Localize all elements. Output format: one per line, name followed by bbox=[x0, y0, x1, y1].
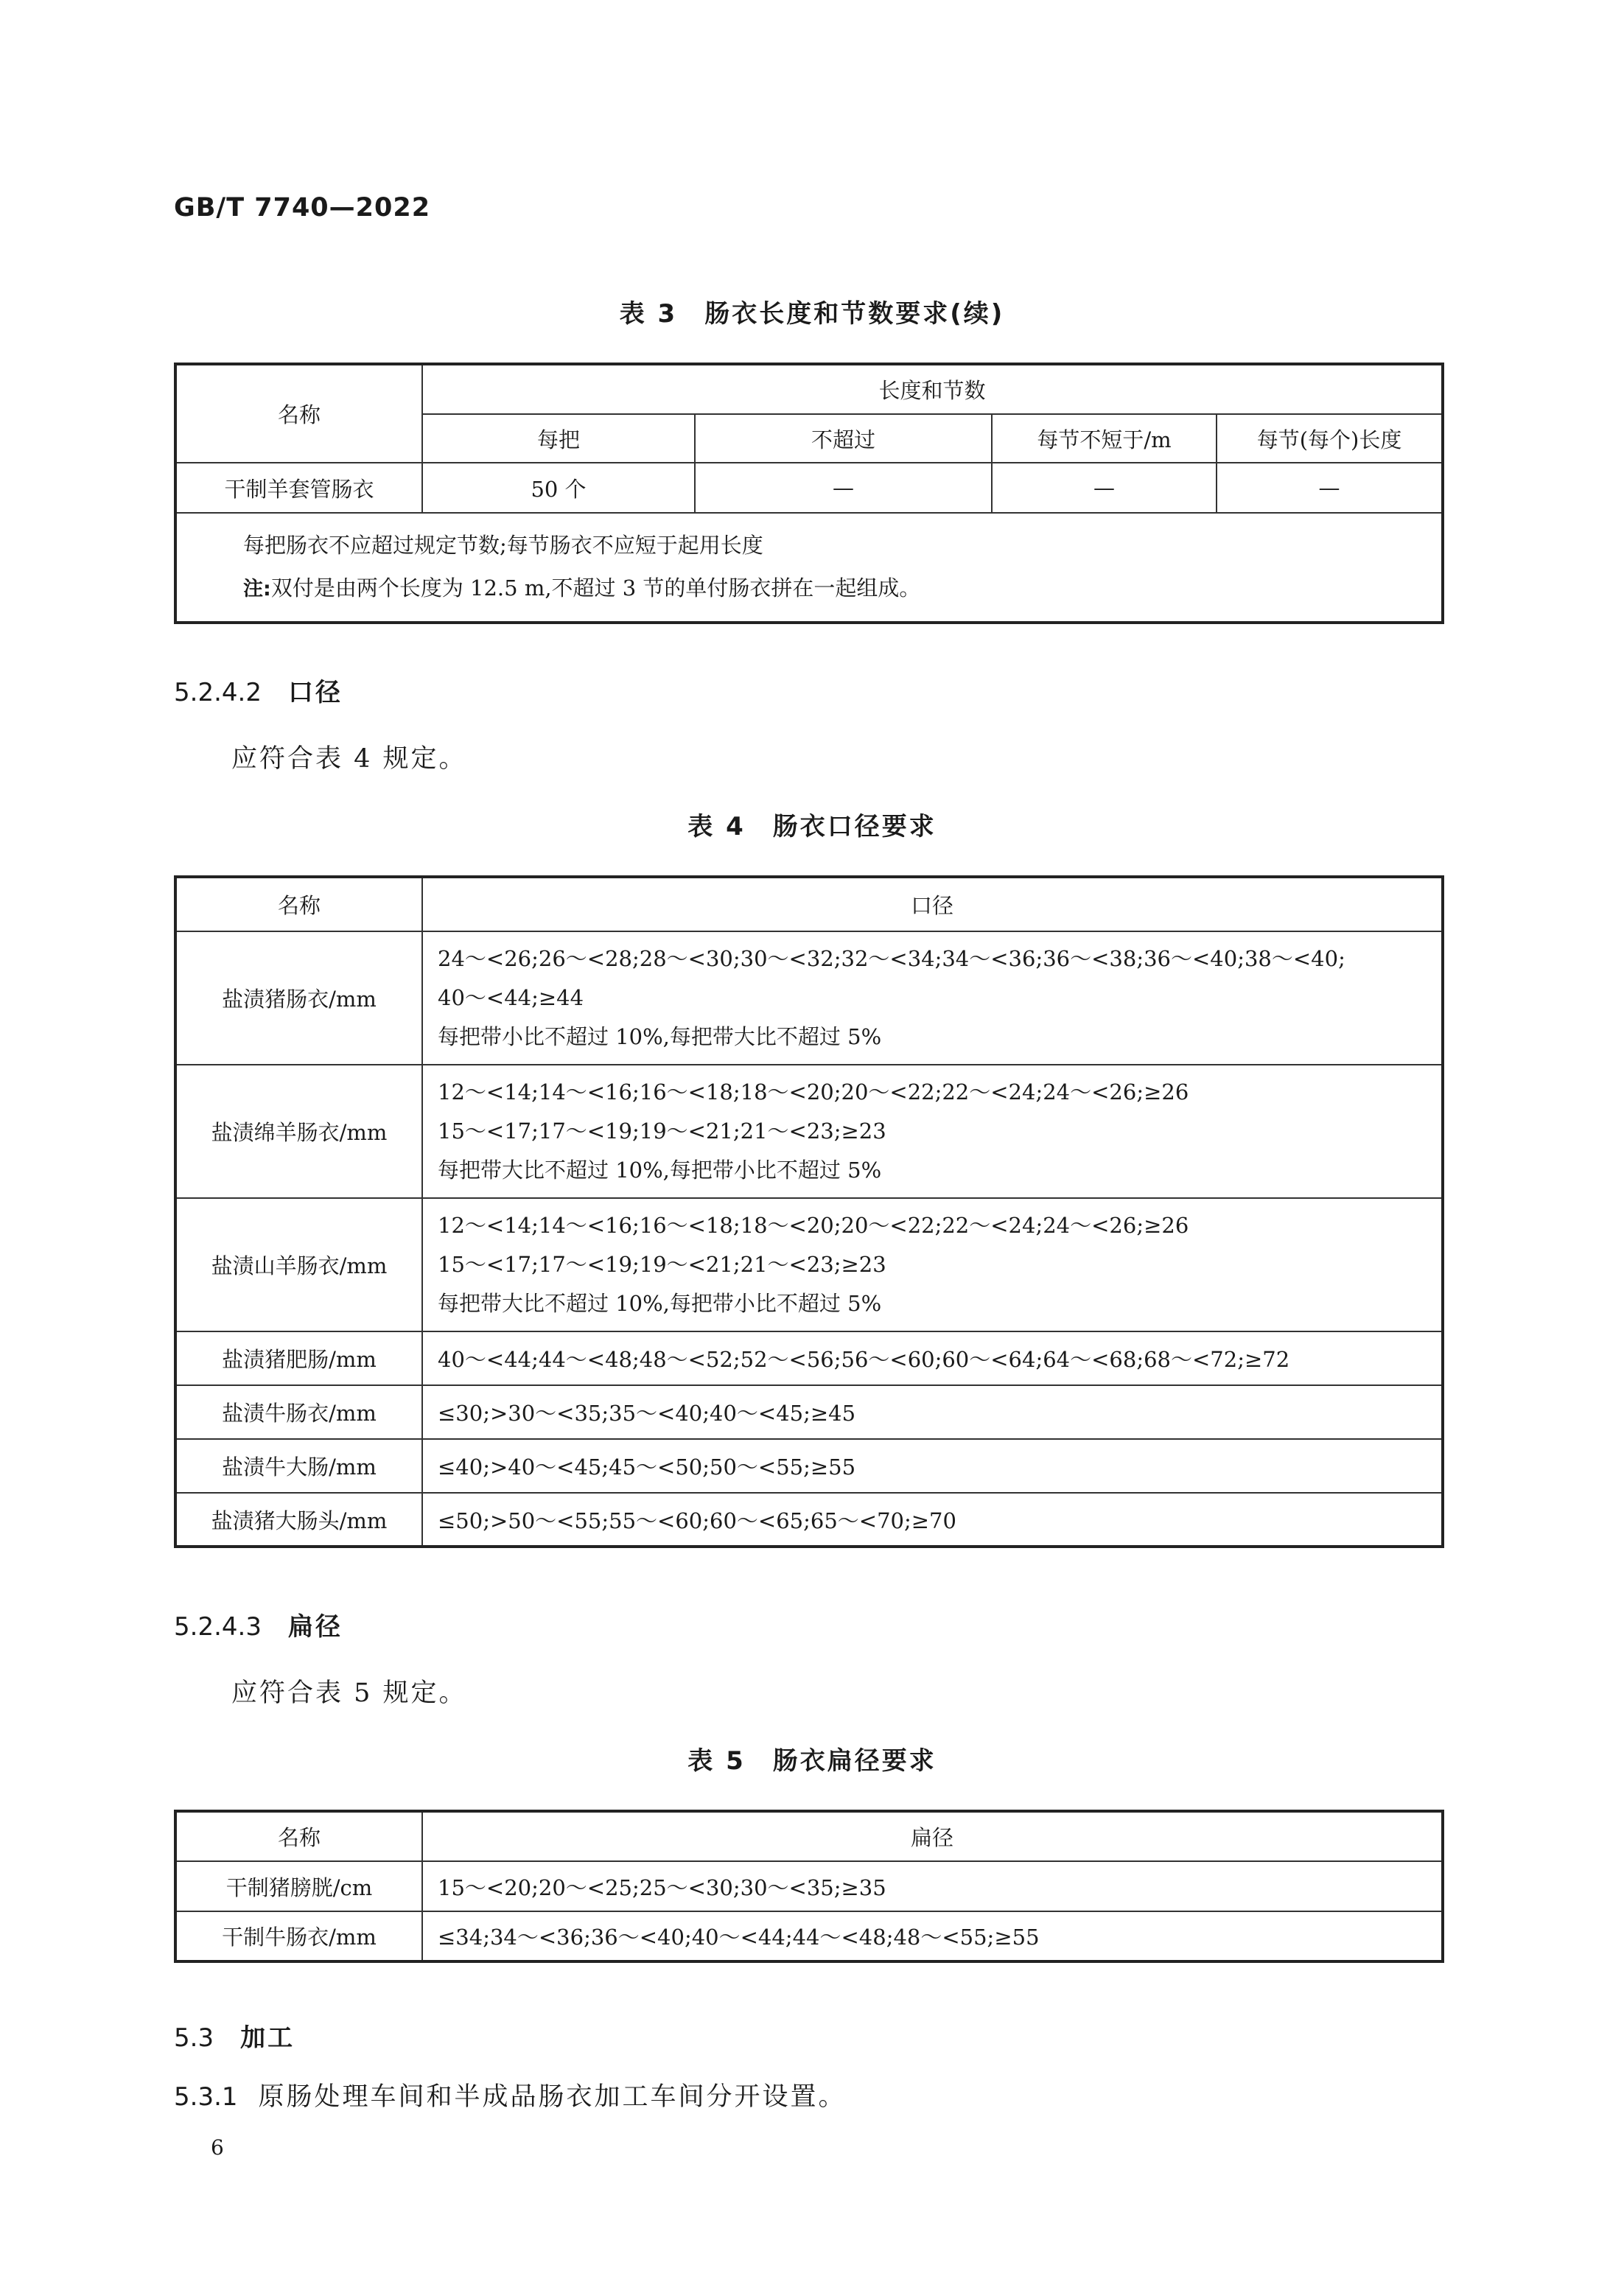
table-cell-name: 盐渍绵羊肠衣/mm bbox=[175, 1065, 422, 1198]
table-3-note-text: 每把肠衣不应超过规定节数;每节肠衣不应短于起用长度 bbox=[243, 533, 763, 558]
section-text: 原肠处理车间和半成品肠衣加工车间分开设置。 bbox=[258, 2082, 847, 2112]
table-cell-value: ≤34;34～<36;36～<40;40～<44;44～<48;48～<55;≥55 bbox=[422, 1911, 1443, 1961]
table-cell-name: 盐渍牛肠衣/mm bbox=[175, 1385, 422, 1439]
table-row bbox=[175, 463, 1443, 513]
section-text: 应符合表 4 规定。 bbox=[231, 744, 467, 774]
table-3-header-name: 名称 bbox=[175, 364, 422, 463]
value-line: 每把带大比不超过 10%,每把带小比不超过 5% bbox=[438, 1291, 882, 1316]
table-3-subheader: 不超过 bbox=[695, 414, 992, 463]
table-3 bbox=[174, 363, 1444, 624]
table-5-header-value: 扁径 bbox=[422, 1811, 1443, 1861]
table-row bbox=[175, 1439, 1443, 1493]
table-row bbox=[175, 1385, 1443, 1439]
table-cell-name: 盐渍猪大肠头/mm bbox=[175, 1493, 422, 1547]
table-cell-name: 干制牛肠衣/mm bbox=[175, 1911, 422, 1961]
table-3-header-group: 长度和节数 bbox=[422, 364, 1443, 414]
table-cell: — bbox=[695, 463, 992, 513]
table-row bbox=[175, 1198, 1443, 1331]
table-4-header-value: 口径 bbox=[422, 877, 1443, 931]
table-cell-value bbox=[422, 1065, 1443, 1198]
table-3-caption: 表 3 肠衣长度和节数要求(续) bbox=[619, 299, 1005, 329]
table-4-caption: 表 4 肠衣口径要求 bbox=[687, 812, 937, 841]
table-cell: — bbox=[992, 463, 1217, 513]
section-heading-5-2-4-2 bbox=[174, 672, 343, 708]
section-5-3-1 bbox=[174, 2076, 847, 2113]
value-line: 40～<44;≥44 bbox=[438, 985, 584, 1010]
table-5 bbox=[174, 1810, 1444, 1963]
table-row bbox=[175, 1331, 1443, 1385]
table-row bbox=[175, 1861, 1443, 1911]
table-cell: 50 个 bbox=[422, 463, 695, 513]
table-cell-name: 盐渍猪肥肠/mm bbox=[175, 1331, 422, 1385]
table-cell-name: 盐渍山羊肠衣/mm bbox=[175, 1198, 422, 1331]
table-cell-name: 干制猪膀胱/cm bbox=[175, 1861, 422, 1911]
section-number: 5.3.1 bbox=[174, 2082, 238, 2112]
value-line: 每把带大比不超过 10%,每把带小比不超过 5% bbox=[438, 1158, 882, 1183]
table-5-caption: 表 5 肠衣扁径要求 bbox=[687, 1746, 937, 1776]
document-id: GB/T 7740—2022 bbox=[174, 193, 431, 223]
section-number: 5.3 bbox=[174, 2023, 214, 2053]
note-body: 双付是由两个长度为 12.5 m,不超过 3 节的单付肠衣拼在一起组成。 bbox=[270, 575, 921, 601]
table-cell-value: 15～<20;20～<25;25～<30;30～<35;≥35 bbox=[422, 1861, 1443, 1911]
table-row bbox=[175, 1493, 1443, 1547]
section-title: 口径 bbox=[287, 678, 343, 707]
table-5-header-name: 名称 bbox=[175, 1811, 422, 1861]
value-line: 24～<26;26～<28;28～<30;30～<32;32～<34;34～<36;36～<38;36～<40;38～<40; bbox=[438, 946, 1345, 971]
table-row bbox=[175, 1065, 1443, 1198]
table-3-note-row bbox=[175, 513, 1443, 623]
table-3-subheader: 每节(每个)长度 bbox=[1217, 414, 1443, 463]
table-cell-value: ≤50;>50～<55;55～<60;60～<65;65～<70;≥70 bbox=[422, 1493, 1443, 1547]
page-number: 6 bbox=[211, 2135, 224, 2160]
value-line: 15～<17;17～<19;19～<21;21～<23;≥23 bbox=[438, 1119, 886, 1144]
table-3-note-cell bbox=[175, 513, 1443, 623]
section-title: 加工 bbox=[240, 2023, 295, 2053]
value-line: 15～<17;17～<19;19～<21;21～<23;≥23 bbox=[438, 1252, 886, 1277]
table-cell-name: 干制羊套管肠衣 bbox=[175, 463, 422, 513]
value-line: 每把带小比不超过 10%,每把带大比不超过 5% bbox=[438, 1024, 882, 1049]
section-number: 5.2.4.3 bbox=[174, 1612, 262, 1642]
table-row bbox=[175, 1911, 1443, 1961]
table-cell-name: 盐渍牛大肠/mm bbox=[175, 1439, 422, 1493]
table-4 bbox=[174, 875, 1444, 1548]
table-cell-name: 盐渍猪肠衣/mm bbox=[175, 931, 422, 1065]
table-4-header-name: 名称 bbox=[175, 877, 422, 931]
section-heading-5-2-4-3 bbox=[174, 1606, 343, 1642]
note-label: 注: bbox=[243, 578, 271, 601]
table-3-note bbox=[243, 567, 1441, 611]
table-3-subheader: 每节不短于/m bbox=[992, 414, 1217, 463]
section-text: 应符合表 5 规定。 bbox=[231, 1678, 467, 1708]
table-row bbox=[175, 931, 1443, 1065]
table-cell-value bbox=[422, 931, 1443, 1065]
section-number: 5.2.4.2 bbox=[174, 678, 262, 707]
table-cell-value: ≤30;>30～<35;35～<40;40～<45;≥45 bbox=[422, 1385, 1443, 1439]
table-cell-value bbox=[422, 1198, 1443, 1331]
section-heading-5-3 bbox=[174, 2017, 295, 2054]
value-line: 12～<14;14～<16;16～<18;18～<20;20～<22;22～<24;24～<26;≥26 bbox=[438, 1213, 1189, 1238]
value-line: 12～<14;14～<16;16～<18;18～<20;20～<22;22～<24;24～<26;≥26 bbox=[438, 1079, 1189, 1105]
table-cell: — bbox=[1217, 463, 1443, 513]
table-cell-value: 40～<44;44～<48;48～<52;52～<56;56～<60;60～<64;64～<68;68～<72;≥72 bbox=[422, 1331, 1443, 1385]
table-cell-value: ≤40;>40～<45;45～<50;50～<55;≥55 bbox=[422, 1439, 1443, 1493]
section-title: 扁径 bbox=[287, 1612, 343, 1642]
table-3-subheader: 每把 bbox=[422, 414, 695, 463]
